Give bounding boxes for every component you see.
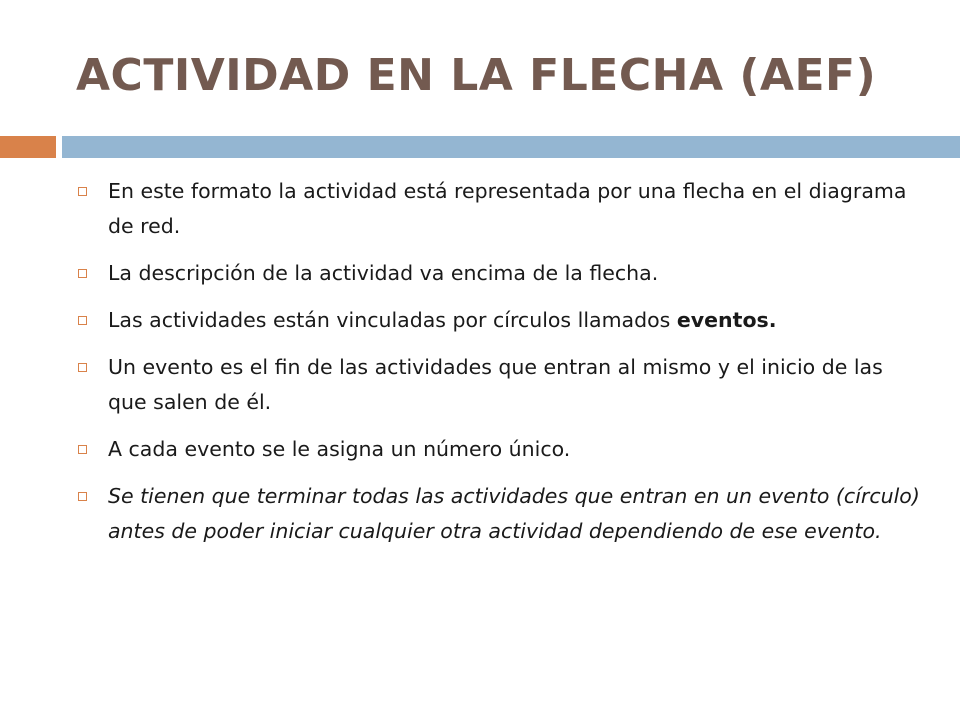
- bullet-text: La descripción de la actividad va encima de la flecha.: [108, 261, 659, 285]
- bullet-text-part: Las actividades están vinculadas por círculos llamados: [108, 308, 677, 332]
- bullet-list: [76, 174, 926, 561]
- bullet-item: [76, 174, 926, 244]
- bullet-item: [76, 432, 926, 467]
- accent-bar-blue: [62, 136, 960, 158]
- square-bullet-icon: [78, 445, 87, 454]
- slide-title: ACTIVIDAD EN LA FLECHA (AEF): [76, 50, 877, 101]
- accent-bar-orange: [0, 136, 56, 158]
- bullet-text: [108, 308, 777, 332]
- bullet-text: A cada evento se le asigna un número único.: [108, 437, 571, 461]
- bullet-item: [76, 479, 926, 549]
- bullet-item: [76, 256, 926, 291]
- bullet-text: Se tienen que terminar todas las actividades que entran en un evento (círculo) antes de poder iniciar cualquier otra actividad dependiendo de ese evento.: [108, 484, 920, 543]
- square-bullet-icon: [78, 187, 87, 196]
- square-bullet-icon: [78, 363, 87, 372]
- bullet-item: [76, 303, 926, 338]
- bold-term: eventos.: [676, 308, 777, 332]
- square-bullet-icon: [78, 492, 87, 501]
- square-bullet-icon: [78, 316, 87, 325]
- bullet-text: Un evento es el fin de las actividades que entran al mismo y el inicio de las que salen de él.: [108, 355, 883, 414]
- square-bullet-icon: [78, 269, 87, 278]
- bullet-text: En este formato la actividad está representada por una flecha en el diagrama de red.: [108, 179, 907, 238]
- bullet-item: [76, 350, 926, 420]
